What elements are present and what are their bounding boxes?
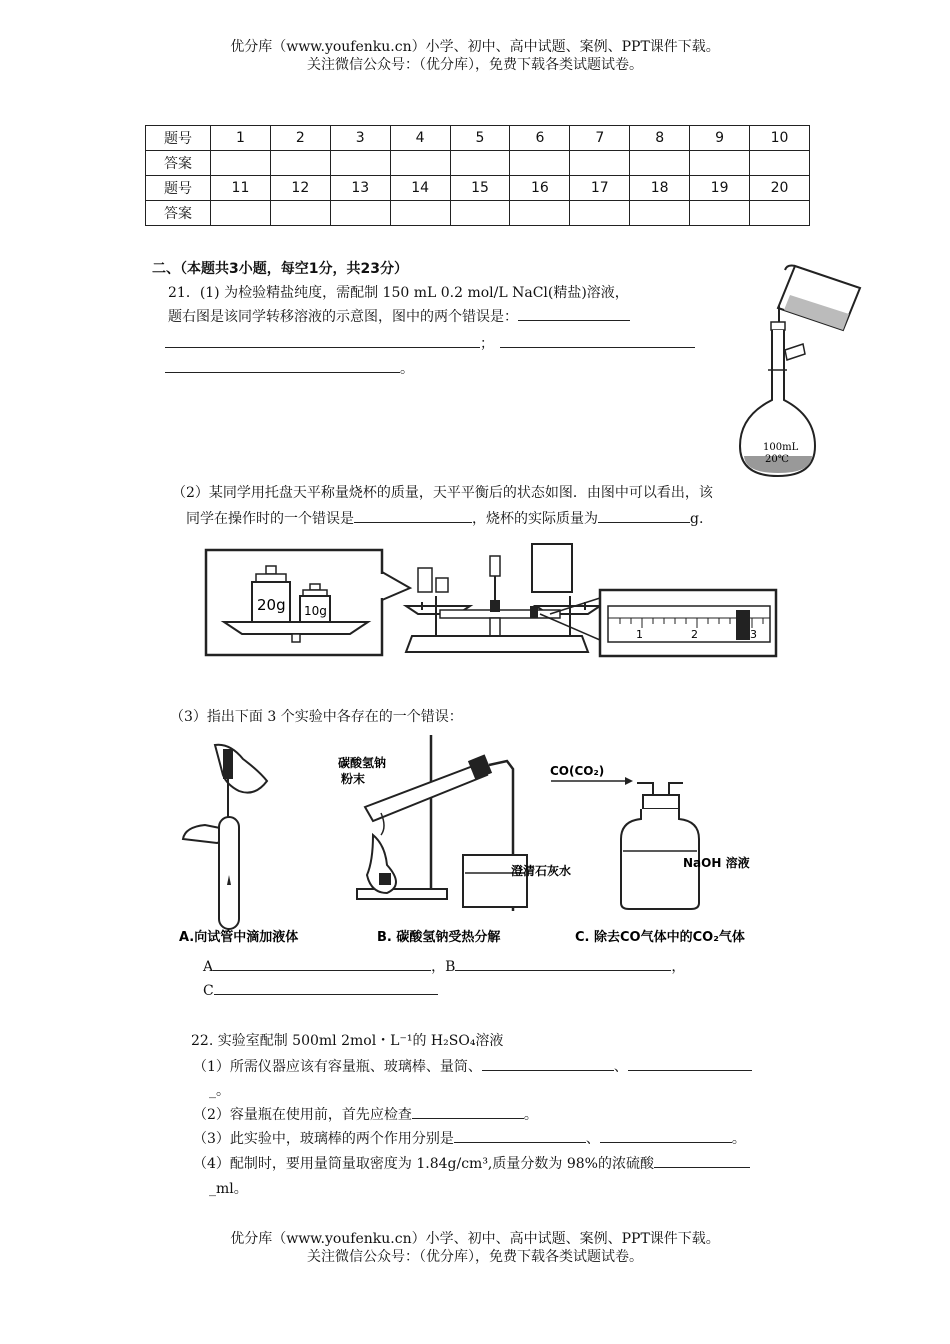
q21-part2-line1: （2）某同学用托盘天平称量烧杯的质量，天平平衡后的状态如图．由图中可以看出，该 [172,485,713,501]
question-number: 11 [211,176,271,201]
question-number: 18 [630,176,690,201]
comma: ， [671,959,686,975]
answer-blank[interactable] [165,358,400,373]
q22-p2 [193,1104,538,1124]
q22-p3-text: （3）此实验中，玻璃棒的两个作用分别是 [193,1131,454,1147]
separator: 、 [585,1131,600,1147]
q21-part3-line: （3）指出下面 3 个实验中各存在的一个错误： [170,709,463,725]
question-number: 14 [390,176,450,201]
q21-part2-text-c: g. [690,511,704,527]
answer-cell[interactable] [510,201,570,226]
volumetric-flask-figure [735,258,875,483]
weights-zoom-box [206,550,410,655]
semicolon: ； [480,336,494,352]
row-label-question: 题号 [146,176,211,201]
question-number: 15 [450,176,510,201]
q22-p3 [193,1128,746,1148]
answer-cell[interactable] [750,151,810,176]
table-row-numbers-1 [146,126,810,151]
answer-cell[interactable] [690,201,750,226]
section-title: 二、（本题共3小题，每空1分，共23分） [152,261,408,277]
footer-line-2: 关注微信公众号：（优分库），免费下载各类试题试卷。 [307,1249,643,1265]
question-number: 4 [390,126,450,151]
label-limewater: 澄清石灰水 [511,864,572,878]
q21-part2-line2 [186,508,703,528]
experiment-a-dropper-icon [183,745,267,929]
rider-scale-zoom-box [600,590,776,656]
weight-10g-label: 10g [304,604,327,618]
question-number: 5 [450,126,510,151]
row-label-question: 题号 [146,126,211,151]
answer-cell[interactable] [750,201,810,226]
answer-blank-b[interactable] [455,956,671,971]
answer-cell[interactable] [330,201,390,226]
period: 。 [731,1131,746,1147]
page-footer [0,1230,950,1266]
table-row-numbers-2 [146,176,810,201]
answer-blank[interactable] [518,306,630,321]
question-number: 6 [510,126,570,151]
experiment-c-gas-washing-icon [551,777,699,909]
blank-c-label: C [203,983,214,999]
question-number: 16 [510,176,570,201]
q21-part2-text-a: 同学在操作时的一个错误是 [186,511,354,527]
answer-blank[interactable] [500,333,695,348]
caption-c: C. 除去CO气体中的CO₂气体 [575,930,745,945]
q21-part1-line4 [165,358,414,378]
experiments-figure [175,735,775,950]
answer-blank[interactable] [482,1056,614,1071]
separator: 、 [613,1059,628,1075]
page-header [0,38,950,74]
answer-blank[interactable] [628,1056,752,1071]
answer-blank[interactable] [412,1104,524,1119]
answer-cell[interactable] [270,151,330,176]
answer-cell[interactable] [270,201,330,226]
pouring-beaker-icon [778,266,860,331]
q22-p2-text: （2）容量瓶在使用前，首先应检查 [193,1107,412,1123]
q22-p1 [193,1056,752,1076]
period: 。 [523,1107,538,1123]
scale-tick-label: 3 [750,628,757,641]
scale-tick-label: 2 [691,628,698,641]
label-naoh: NaOH 溶液 [683,856,750,870]
blank-b-label: ，B [431,959,456,975]
answer-cell[interactable] [630,201,690,226]
q21-part1-line3 [165,333,695,353]
answer-blank[interactable] [600,1128,732,1143]
answer-blank[interactable] [598,508,690,523]
answer-cell[interactable] [211,201,271,226]
question-number: 19 [690,176,750,201]
balance-icon [406,544,600,652]
blank-line-c [203,980,438,999]
answer-blank[interactable] [354,508,472,523]
question-number: 2 [270,126,330,151]
answer-blank-c[interactable] [214,980,438,995]
answer-blank[interactable] [454,1128,586,1143]
q21-part1-text: 题右图是该同学转移溶液的示意图，图中的两个错误是： [168,309,518,325]
table-row-answers-1 [146,151,810,176]
blank-line-ab [203,956,685,976]
q22-p4-text: （4）配制时，要用量筒量取密度为 1.84g/cm³,质量分数为 98%的浓硫酸 [193,1156,654,1172]
question-number: 10 [750,126,810,151]
q22-p4 [193,1153,750,1173]
answer-cell[interactable] [390,151,450,176]
answer-blank[interactable] [654,1153,750,1168]
label-powder: 碳酸氢钠 [338,756,387,770]
q21-part2-text-b: ，烧杯的实际质量为 [472,511,598,527]
question-number: 9 [690,126,750,151]
q22-p4-end: _ml。 [209,1181,248,1197]
question-number: 13 [330,176,390,201]
answer-cell[interactable] [330,151,390,176]
weight-20g-label: 20g [257,596,286,614]
answer-table [145,125,810,226]
answer-cell[interactable] [211,151,271,176]
question-number: 3 [330,126,390,151]
answer-cell[interactable] [570,201,630,226]
q21-part1-line2 [168,306,630,326]
q22-p1-text: （1）所需仪器应该有容量瓶、玻璃棒、量筒、 [193,1059,482,1075]
question-number: 7 [570,126,630,151]
answer-cell[interactable] [450,201,510,226]
q22-p1-end: _。 [209,1083,230,1099]
answer-cell[interactable] [630,151,690,176]
question-number: 8 [630,126,690,151]
question-number: 12 [270,176,330,201]
rider-icon [736,610,750,640]
table-row-answers-2 [146,201,810,226]
label-powder-2: 粉末 [341,772,366,786]
question-number: 20 [750,176,810,201]
answer-cell[interactable] [690,151,750,176]
flask-temp-label: 20℃ [765,454,789,465]
caption-a: A.向试管中滴加液体 [179,930,299,945]
period: 。 [400,361,414,377]
answer-cell[interactable] [510,151,570,176]
caption-b: B. 碳酸氢钠受热分解 [377,930,501,945]
question-number: 17 [570,176,630,201]
flask-volume-label: 100mL [763,442,799,453]
answer-blank-a[interactable] [213,956,431,971]
q21-part1-line1: 21．(1) 为检验精盐纯度，需配制 150 mL 0.2 mol/L NaCl(精盐)溶液， [168,285,629,301]
answer-cell[interactable] [570,151,630,176]
answer-cell[interactable] [390,201,450,226]
blank-a-label: A [203,959,214,975]
row-label-answer: 答案 [146,151,211,176]
question-number: 1 [211,126,271,151]
row-label-answer: 答案 [146,201,211,226]
scale-tick-label: 1 [636,628,643,641]
footer-line-1: 优分库（www.youfenku.cn）小学、初中、高中试题、案例、PPT课件下载。 [230,1231,720,1247]
header-line-1: 优分库（www.youfenku.cn）小学、初中、高中试题、案例、PPT课件下载。 [230,39,720,55]
balance-figure [200,540,780,660]
q22-title: 22. 实验室配制 500ml 2mol・L⁻¹的 H₂SO₄溶液 [191,1033,504,1049]
label-gas: CO(CO₂) [550,764,605,778]
answer-cell[interactable] [450,151,510,176]
answer-blank[interactable] [165,333,480,348]
header-line-2: 关注微信公众号：（优分库），免费下载各类试题试卷。 [307,57,643,73]
